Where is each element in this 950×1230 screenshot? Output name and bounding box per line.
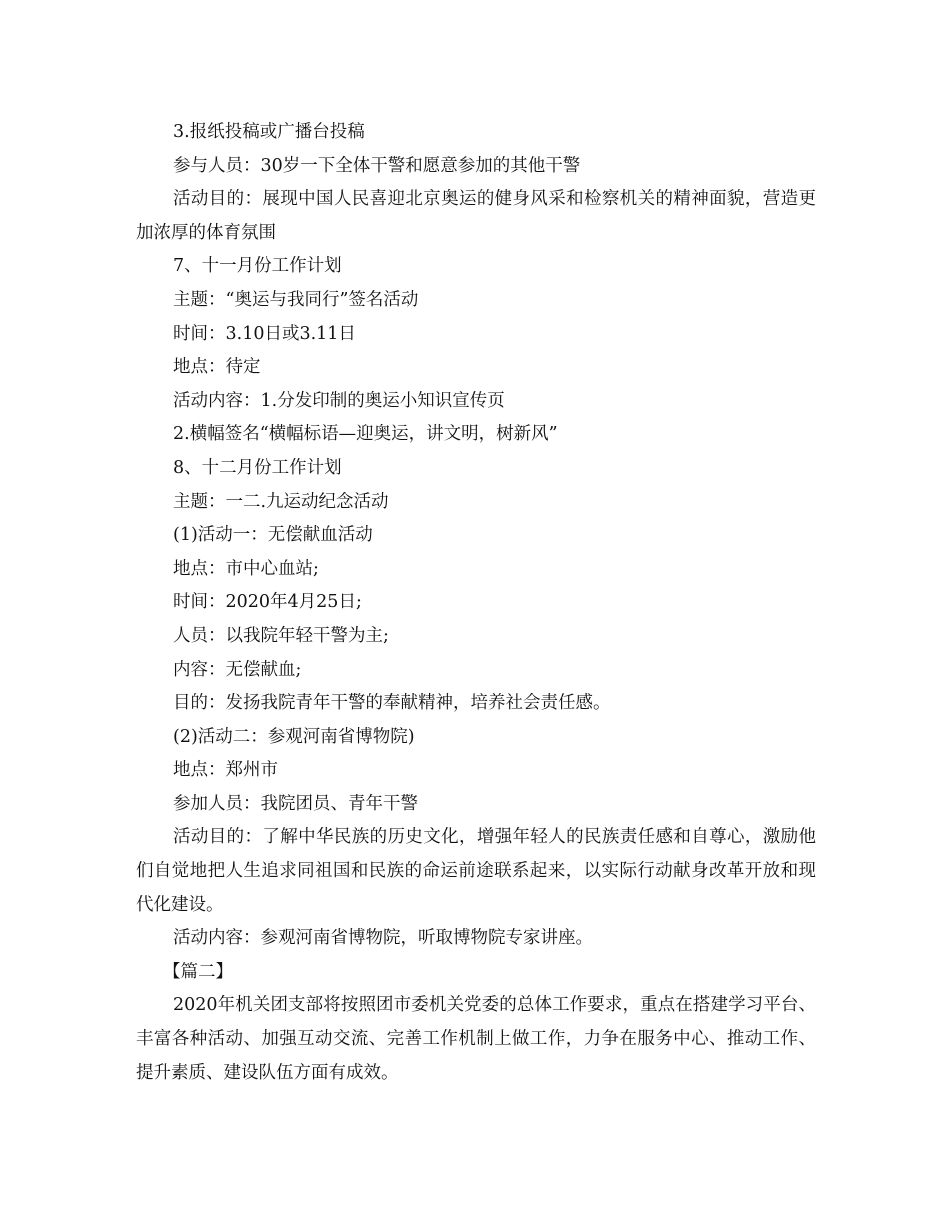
paragraph: 2020年机关团支部将按照团市委机关党委的总体工作要求，重点在搭建学习平台、丰富各种活动、加强互动交流、完善工作机制上做工作，力争在服务中心、推动工作、提升素质、建设队伍方面有成效。 [136, 995, 816, 1083]
paragraph: 时间：2020年4月25日; [173, 592, 362, 613]
paragraph: 地点：郑州市 [173, 760, 278, 781]
paragraph: (1)活动一：无偿献血活动 [173, 525, 373, 546]
paragraph: 活动内容：1.分发印制的奥运小知识宣传页 [173, 390, 505, 411]
paragraph: 活动目的：展现中国人民喜迎北京奥运的健身风采和检察机关的精神面貌，营造更加浓厚的体育氛围 [136, 189, 816, 243]
paragraph: 参与人员：30岁一下全体干警和愿意参加的其他干警 [173, 155, 581, 176]
paragraph: 时间：3.10日或3.11日 [173, 323, 356, 344]
paragraph: 活动目的：了解中华民族的历史文化，增强年轻人的民族责任感和自尊心，激励他们自觉地把人生追求同祖国和民族的命运前途联系起来，以实际行动献身改革开放和现代化建设。 [136, 827, 816, 915]
paragraph: 3.报纸投稿或广播台投稿 [173, 122, 365, 142]
paragraph: 主题：“奥运与我同行”签名活动 [173, 289, 419, 310]
paragraph: 目的：发扬我院青年干警的奉献精神，培养社会责任感。 [173, 693, 611, 714]
paragraph: 人员：以我院年轻干警为主; [173, 625, 389, 646]
paragraph: 内容：无偿献血; [173, 659, 302, 680]
section-heading: 7、十一月份工作计划 [173, 256, 342, 277]
document-body [136, 116, 816, 1090]
paragraph: 地点：待定 [173, 357, 261, 378]
paragraph: 主题：一二.九运动纪念活动 [173, 491, 389, 512]
section-heading: 8、十二月份工作计划 [173, 457, 342, 478]
paragraph: (2)活动二：参观河南省博物院) [173, 726, 415, 747]
part-heading: 【篇二】 [163, 961, 233, 982]
paragraph: 地点：市中心血站; [173, 558, 319, 579]
paragraph: 参加人员：我院团员、青年干警 [173, 793, 418, 814]
paragraph: 活动内容：参观河南省博物院，听取博物院专家讲座。 [173, 928, 593, 949]
paragraph: 2.横幅签名“横幅标语—迎奥运，讲文明，树新风” [173, 424, 558, 445]
